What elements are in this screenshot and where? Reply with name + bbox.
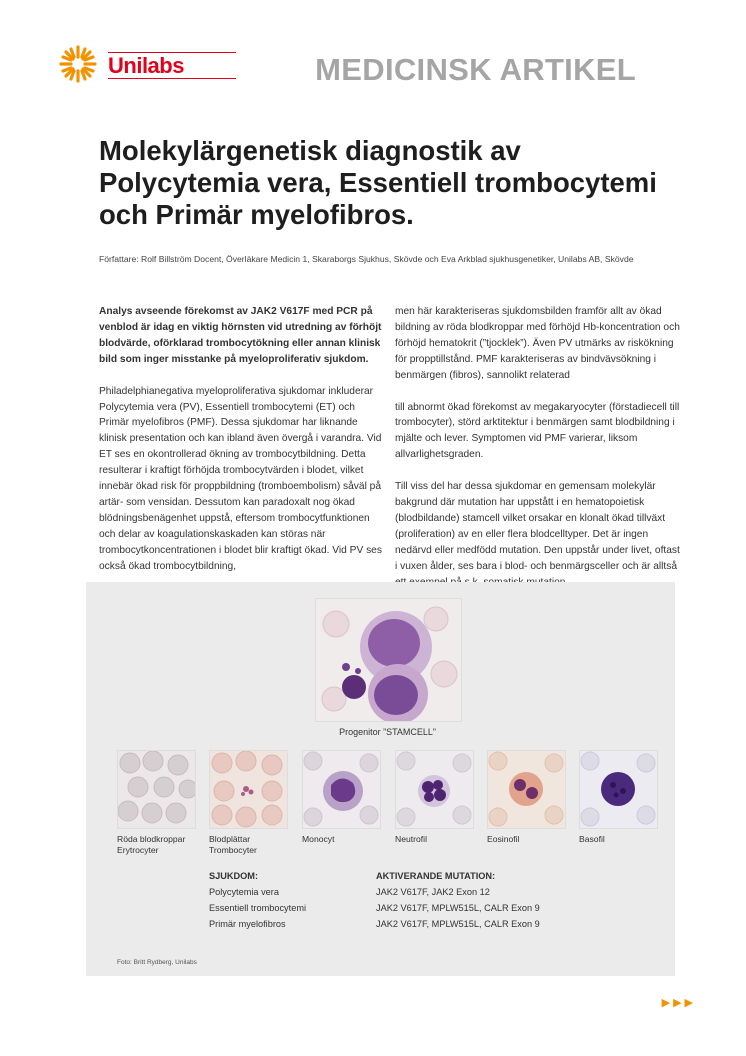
basophil-icon [580, 751, 657, 828]
red-blood-cell-icon [118, 751, 195, 828]
thrombocyte-image [209, 750, 288, 829]
sun-logo-icon [58, 44, 98, 84]
caption-line: Röda blodkroppar [117, 834, 186, 844]
platelet-icon [210, 751, 287, 828]
body-paragraph: Till viss del har dessa sjukdomar en gemensam molekylär bakgrund där mutation har uppstått i en hematopoietisk (blodbildande) stamcell vilket orsakar en klonalt ökad tillväxt (proliferation) av en eller flera blodcelltyper. Det är ingen nedärvd eller medfödd mutation. Den uppstår under livet, oftast i vuxen ålder, ses bara i blod- och benmärgsceller och är alltså [395, 481, 680, 572]
erythrocyte-image [117, 750, 196, 829]
lead-paragraph: Analys avseende förekomst av JAK2 V617F med PCR på venblod är idag en viktig hörnsten vid utredning av förhöjt blodvärde, oförklarad trombocytökning eller annan klinisk bild som inger misstanke på myeloproliferativ sjukdom. [99, 306, 382, 365]
eosinophil-icon [488, 751, 565, 828]
monocyte-caption: Monocyt [302, 834, 335, 844]
body-column-left [99, 304, 385, 591]
photo-credit: Foto: Britt Rydberg, Unilabs [117, 959, 197, 966]
body-paragraph: till abnormt ökad förekomst av megakaryocyter (förstadiecell till trombocyter), störd arktitektur i benmärgen samt blodbildning i mjälte och lever. Symptomen vid PMF varierar, liksom allvarlighetsgraden. [395, 401, 680, 461]
basophil-caption: Basofil [579, 834, 605, 844]
stem-cell-icon [316, 599, 461, 721]
header-label: MEDICINSK ARTIKEL [315, 52, 636, 87]
neutrophil-caption: Neutrofil [395, 834, 427, 844]
disease-header: SJUKDOM: [209, 871, 259, 881]
mutation-column [376, 868, 616, 932]
neutrophil-icon [396, 751, 473, 828]
progenitor-caption: Progenitor ”STAMCELL” [339, 727, 436, 737]
unilabs-logo [58, 44, 248, 86]
mutation-row: JAK2 V617F, MPLW515L, CALR Exon 9 [376, 919, 540, 929]
mutation-header: AKTIVERANDE MUTATION: [376, 871, 496, 881]
caption-line: Blodplättar [209, 834, 251, 844]
body-paragraph: Philadelphianegativa myeloproliferativa sjukdomar inkluderar Polycytemia vera (PV), Essentiell trombocytemi (ET) och Primär myelofibros (PMF). Dessa sjukdomar har liknande klinisk presentation och kan ibland även övergå i varandra. Vid ET ses en okontrollerad ökning av trombocytbildning. Detta resulterar i kraftigt förhöjda trombocytvärden i blodet, vilket innebär ökad risk för proppbildning (tromboembolism) såväl på artär- som vensidan. Dessutom kan paradoxalt nog ökad blödningsbenägenhet uppstå, eftersom trombocytfunktionen och delar av koagulationskaskaden kan störas när trombocytkoncentrationen i blodet blir kraftigt ökad. Vid PV ses också ökad trombocytbildning, [99, 385, 382, 572]
title-line: Polycytemia vera, Essentiell trombocytemi [99, 167, 657, 198]
caption-line: Trombocyter [209, 845, 257, 855]
eosinophil-caption: Eosinofil [487, 834, 520, 844]
disease-row: Essentiell trombocytemi [209, 903, 307, 913]
erythrocyte-caption [117, 834, 185, 856]
monocyte-icon [303, 751, 380, 828]
basophil-image [579, 750, 658, 829]
next-page-arrows-icon: ▶▶▶ [661, 997, 696, 1009]
disease-row: Primär myelofibros [209, 919, 286, 929]
title-line: och Primär myelofibros. [99, 199, 414, 230]
authors-line: Författare: Rolf Billström Docent, Överläkare Medicin 1, Skaraborgs Sjukhus, Skövde och Eva Arkblad sjukhusgenetiker, Unilabs AB, Skövde [99, 254, 634, 264]
body-column-right [395, 304, 681, 607]
thrombocyte-caption [209, 834, 257, 856]
disease-column [209, 868, 374, 932]
logo-rule-bottom [108, 78, 236, 79]
neutrophil-image [395, 750, 474, 829]
monocyte-image [302, 750, 381, 829]
logo-text: Unilabs [108, 53, 184, 78]
disease-row: Polycytemia vera [209, 887, 279, 897]
caption-line: Erytrocyter [117, 845, 159, 855]
progenitor-cell-image [315, 598, 462, 722]
article-title [99, 135, 699, 231]
mutation-row: JAK2 V617F, MPLW515L, CALR Exon 9 [376, 903, 540, 913]
body-paragraph: men här karakteriseras sjukdomsbilden framför allt av ökad bildning av röda blodkroppar med förhöjd Hb-koncentration och förhöjd hematokrit (”tjocklek”). Även PV utmärks av riskökning för propptillstånd. PMF karakteriseras av bindvävsökning i benmärgen (fibros), sannolikt relaterad [395, 306, 680, 381]
mutation-row: JAK2 V617F, JAK2 Exon 12 [376, 887, 490, 897]
title-line: Molekylärgenetisk diagnostik av [99, 135, 521, 166]
blood-cell-figure [86, 582, 675, 976]
eosinophil-image [487, 750, 566, 829]
